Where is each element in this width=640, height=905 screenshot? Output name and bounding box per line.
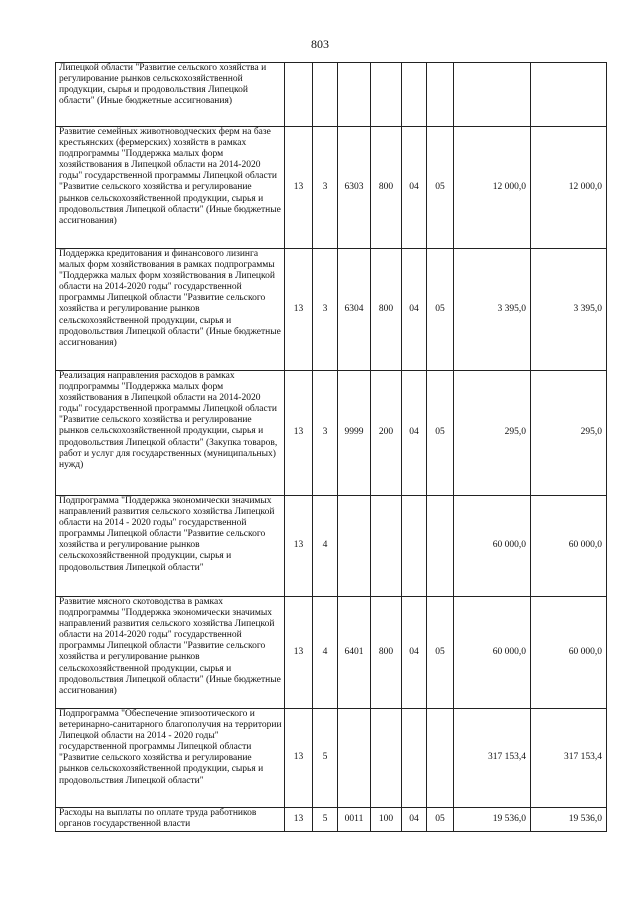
cell-amount-2: 317 153,4	[531, 709, 607, 808]
cell-code-1: 13	[285, 371, 313, 496]
cell-code-2: 5	[313, 709, 338, 808]
cell-subsection: 05	[427, 127, 454, 249]
cell-target-article	[338, 709, 371, 808]
cell-code-1: 13	[285, 127, 313, 249]
table-row	[56, 249, 607, 371]
cell-section: 04	[402, 808, 427, 832]
table-row	[56, 63, 607, 127]
cell-expense-type: 800	[371, 249, 402, 371]
table-row	[56, 709, 607, 808]
row-description: Подпрограмма "Обеспечение эпизоотического и ветеринарно-санитарного благополучия на территории Липецкой области на 2014 - 2020 годы" государственной программы Липецкой области "Развитие сельского хозяйства и регулирование рынков сельскохозяйственной продукции, сырья и продовольствия Липецкой области"	[56, 709, 285, 808]
cell-code-1: 13	[285, 808, 313, 832]
cell-target-article: 6304	[338, 249, 371, 371]
page-number: 803	[311, 37, 329, 51]
cell-amount-2: 295,0	[531, 371, 607, 496]
cell-amount-1: 60 000,0	[454, 496, 531, 597]
cell-section: 04	[402, 371, 427, 496]
cell-code-2: 5	[313, 808, 338, 832]
cell-code-1: 13	[285, 709, 313, 808]
cell-amount-1: 60 000,0	[454, 597, 531, 709]
cell-code-1: 13	[285, 597, 313, 709]
cell-subsection: 05	[427, 597, 454, 709]
cell-amount-2: 60 000,0	[531, 597, 607, 709]
table-row	[56, 496, 607, 597]
cell-amount-1: 12 000,0	[454, 127, 531, 249]
cell-section	[402, 709, 427, 808]
cell-target-article	[338, 63, 371, 127]
row-description: Подпрограмма "Поддержка экономически значимых направлений развития сельского хозяйства Липецкой области на 2014 - 2020 годы" государственной программы Липецкой области "Развитие сельского хозяйства и регулирование рынков сельскохозяйственной продукции, сырья и продовольствия Липецкой области"	[56, 496, 285, 597]
cell-amount-2: 3 395,0	[531, 249, 607, 371]
row-description: Развитие мясного скотоводства в рамках подпрограммы "Поддержка экономически значимых направлений развития сельского хозяйства Липецкой области на 2014-2020 годы" государственной программы Липецкой области "Развитие сельского хозяйства и регулирование рынков сельскохозяйственной продукции, сырья и продовольствия Липецкой области" (Иные бюджетные ассигнования)	[56, 597, 285, 709]
cell-amount-2: 60 000,0	[531, 496, 607, 597]
cell-code-2: 3	[313, 371, 338, 496]
table-row	[56, 597, 607, 709]
cell-amount-1: 3 395,0	[454, 249, 531, 371]
cell-amount-2: 19 536,0	[531, 808, 607, 832]
cell-code-1	[285, 63, 313, 127]
cell-expense-type: 800	[371, 127, 402, 249]
cell-target-article: 6303	[338, 127, 371, 249]
row-description: Расходы на выплаты по оплате труда работников органов государственной власти	[56, 808, 285, 832]
table-row	[56, 371, 607, 496]
cell-amount-2: 12 000,0	[531, 127, 607, 249]
cell-section	[402, 496, 427, 597]
cell-amount-1: 295,0	[454, 371, 531, 496]
row-description: Реализация направления расходов в рамках подпрограммы "Поддержка малых форм хозяйствования в Липецкой области на 2014-2020 годы" государственной программы Липецкой области "Развитие сельского хозяйства и регулирование рынков сельскохозяйственной продукции, сырья и продовольствия Липецкой области" (Закупка товаров, работ и услуг для государственных (муниципальных) нужд)	[56, 371, 285, 496]
cell-amount-1	[454, 63, 531, 127]
cell-section	[402, 63, 427, 127]
cell-subsection	[427, 709, 454, 808]
table-row	[56, 808, 607, 832]
cell-target-article	[338, 496, 371, 597]
cell-amount-2	[531, 63, 607, 127]
cell-code-2: 4	[313, 597, 338, 709]
cell-code-1: 13	[285, 249, 313, 371]
cell-code-2: 4	[313, 496, 338, 597]
cell-expense-type: 800	[371, 597, 402, 709]
cell-expense-type	[371, 709, 402, 808]
cell-expense-type	[371, 63, 402, 127]
cell-code-2: 3	[313, 127, 338, 249]
cell-amount-1: 19 536,0	[454, 808, 531, 832]
cell-amount-1: 317 153,4	[454, 709, 531, 808]
cell-subsection: 05	[427, 808, 454, 832]
cell-expense-type: 100	[371, 808, 402, 832]
cell-subsection: 05	[427, 371, 454, 496]
cell-subsection	[427, 63, 454, 127]
cell-section: 04	[402, 249, 427, 371]
cell-section: 04	[402, 597, 427, 709]
row-description: Поддержка кредитования и финансового лизинга малых форм хозяйствования в рамках подпрограммы "Поддержка малых форм хозяйствования в Липецкой области на 2014-2020 годы" государственной программы Липецкой области "Развитие сельского хозяйства и регулирование рынков сельскохозяйственной продукции, сырья и продовольствия Липецкой области" (Иные бюджетные ассигнования)	[56, 249, 285, 371]
cell-subsection	[427, 496, 454, 597]
budget-table	[55, 62, 607, 832]
cell-code-2: 3	[313, 249, 338, 371]
cell-section: 04	[402, 127, 427, 249]
cell-target-article: 9999	[338, 371, 371, 496]
table-row	[56, 127, 607, 249]
row-description: Липецкой области "Развитие сельского хозяйства и регулирование рынков сельскохозяйственной продукции, сырья и продовольствия Липецкой области" (Иные бюджетные ассигнования)	[56, 63, 285, 127]
cell-expense-type	[371, 496, 402, 597]
cell-code-1: 13	[285, 496, 313, 597]
cell-code-2	[313, 63, 338, 127]
cell-subsection: 05	[427, 249, 454, 371]
cell-expense-type: 200	[371, 371, 402, 496]
cell-target-article: 6401	[338, 597, 371, 709]
row-description: Развитие семейных животноводческих ферм на базе крестьянских (фермерских) хозяйств в рамках подпрограммы "Поддержка малых форм хозяйствования в Липецкой области на 2014-2020 годы" государственной программы Липецкой области "Развитие сельского хозяйства и регулирование рынков сельскохозяйственной продукции, сырья и продовольствия Липецкой области" (Иные бюджетные ассигнования)	[56, 127, 285, 249]
cell-target-article: 0011	[338, 808, 371, 832]
